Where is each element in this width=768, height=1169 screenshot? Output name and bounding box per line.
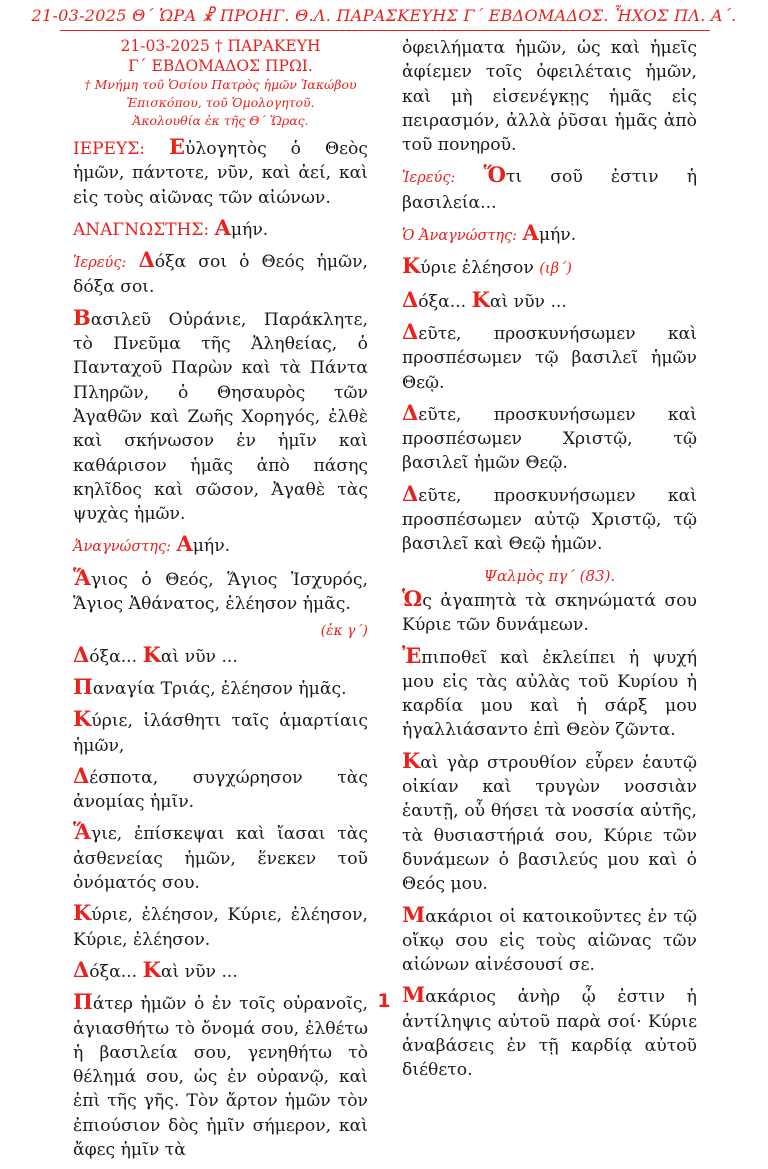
paragraph [73,821,368,895]
paragraph [73,991,368,1162]
paragraph-text: αὶ νῦν ... [489,291,567,312]
paragraph [73,249,368,300]
speaker-label: Ἱερεύς: [402,170,456,187]
drop-capital: Δ [73,762,90,788]
drop-capital: Κ [73,900,92,926]
speaker-label: ΙΕΡΕΥΣ: [73,139,145,159]
paragraph-text: μήν. [538,225,577,246]
paragraph [73,708,368,758]
speaker-label: Ἀναγνώστης: [73,539,171,556]
paragraph [73,902,368,952]
drop-capital: Α [176,531,193,557]
paragraph [402,480,697,557]
repeat-note: (ἐκ γ΄) [320,623,368,640]
paragraph [402,318,697,395]
paragraph-text: όξα... [89,961,138,982]
paragraph-text: αὶ νῦν ... [160,646,238,667]
paragraph [402,585,697,638]
paragraph-text: εῦτε, προσκυνήσωμεν καὶ προσπέσωμεν Χριστῷ, τῷ βασιλεῖ ἡμῶν Θεῷ. [402,404,697,474]
paragraph-text: όξα σοι ὁ Θεός ἡμῶν, δόξα σοι. [73,252,369,298]
drop-capital: Κ [402,253,421,279]
title-block [73,36,368,130]
speaker-label: Ὁ Ἀναγνώστης: [402,228,518,245]
drop-capital: Β [73,304,91,330]
drop-capital: Ὅ [483,162,506,188]
header-rule [60,30,710,31]
page-header: 21-03-2025 Θ΄ ὩΡΑ ☧ ΠΡΟΗΓ. Θ.Λ. ΠΑΡΑΣΚΕΥΗΣ Γ΄ ΕΒΔΟΜΑΔΟΣ. ἮΧΟΣ ΠΛ. Α΄. [31,6,737,25]
paragraph-text: ς ἀγαπητὰ τὰ σκηνώματά σου Κύριε τῶν δυνάμεων. [402,590,697,636]
paragraph [73,762,368,815]
drop-capital: Ὡ [402,585,423,611]
paragraph-text: τι σοῦ ἐστιν ἡ βασιλεία... [402,167,697,213]
drop-capital: Κ [73,706,92,732]
title-line-5: Ἀκολουθία ἐκ τῆς Θ΄ Ὥρας. [132,113,309,128]
page-number: 1 [377,990,391,1012]
paragraph [402,222,697,248]
drop-capital: Κ [142,956,161,982]
paragraph [402,36,697,157]
drop-capital: Δ [73,641,90,667]
drop-capital: Κ [471,286,490,312]
psalm-heading: Ψαλμὸς πγ΄ (83). [483,566,616,585]
paragraph [73,564,368,617]
paragraph-text: αναγία Τριάς, ἐλέησον ἡμᾶς. [92,678,347,699]
speaker-label: Ἱερεύς: [73,255,127,272]
paragraph-text: αὶ γὰρ στρουθίον εὗρεν ἑαυτῷ οἰκίαν καὶ τρυγὼν νοσσιὰν ἑαυτῇ, οὗ θήσει τὰ νοσσία αὐτῆς, τὰ θυσιαστήριά σου, Κύριε τῶν δυνάμεων ὁ βασιλεύς μου καὶ ὁ Θεός μου. [402,752,697,895]
paragraph-text: ακάριος ἀνὴρ ᾧ ἐστιν ἡ ἀντίληψις αὐτοῦ παρὰ σοί· Κύριε ἀναβάσεις ἐν τῇ καρδίᾳ αὐτοῦ διέθετο. [402,987,697,1081]
paragraph-text: όξα... [89,646,138,667]
paragraph-text: ύριε, ἐλέησον, Κύριε, ἐλέησον, Κύριε, ἐλέησον. [73,905,368,950]
paragraph [73,956,368,984]
paragraph-text: πιποθεῖ καὶ ἐκλείπει ἡ ψυχή μου εἰς τὰς αὐλὰς τοῦ Κυρίου ἡ καρδία μου καὶ ἡ σάρξ μου ἠγαλλιάσαντο ἐπὶ Θεὸν ζῶντα. [402,647,697,741]
speaker-label: ΑΝΑΓΝΩΣΤΗΣ: [73,219,210,240]
paragraph [73,533,368,559]
drop-capital: Ε [168,134,185,159]
drop-capital: Δ [402,318,419,344]
paragraph [402,747,697,897]
drop-capital: Δ [402,399,419,425]
drop-capital: Ἅ [73,564,91,590]
title-line-4: Ἐπισκόπου, τοῦ Ὁμολογητοῦ. [126,95,315,110]
paragraph-text: γιε, ἐπίσκεψαι καὶ ἴασαι τὰς ἀσθενείας ἡμῶν, ἕνεκεν τοῦ ὀνόματός σου. [73,824,368,894]
paragraph-text: μήν. [230,219,269,240]
drop-capital: Ἅ [73,819,91,845]
drop-capital: Π [73,989,93,1015]
paragraph-text: άτερ ἡμῶν ὁ ἐν τοῖς οὐρανοῖς, ἁγιασθήτω τὸ ὄνομά σου, ἐλθέτω ἡ βασιλεία σου, γενηθήτω τὸ θέλημά σου, ὡς ἐν οὐρανῷ, καὶ ἐπὶ τῆς γῆς. Τὸν ἄρτον ἡμῶν τὸν ἐπιούσιον δὸς ἡμῖν σήμερον, καὶ ἄφες ἡμῖν τὰ [73,994,368,1160]
drop-capital: Ἐ [402,642,422,668]
paragraph [402,255,697,281]
paragraph-text: ασιλεῦ Οὐράνιε, Παράκλητε, τὸ Πνεῦμα τῆς Ἀληθείας, ὁ Πανταχοῦ Παρὼν καὶ τὰ Πάντα Πληρῶν, ὁ Θησαυρὸς τῶν Ἀγαθῶν καὶ Ζωῆς Χορηγός, ἐλθὲ καὶ σκήνωσον ἐν ἡμῖν καὶ καθάρισον ἡμᾶς ἀπὸ πάσης κηλῖδος καὶ σῶσον, Ἀγαθὲ τὰς ψυχὰς ἡμῶν. [73,309,368,525]
paragraph [73,214,368,242]
title-line-3: † Μνήμη τοῦ Ὁσίου Πατρὸς ἡμῶν Ἰακώβου [84,77,357,92]
paragraph-text: ύριε ἐλέησον [420,258,534,279]
paragraph-text: ύριε, ἱλάσθητι ταῖς ἁμαρτίαις ἡμῶν, [73,711,368,756]
paragraph-text: ὐλογητὸς ὁ Θεὸς ἡμῶν, πάντοτε, νῦν, καὶ ἀεί, καὶ εἰς τοὺς αἰῶνας τῶν αἰώνων. [73,139,368,208]
drop-capital: Δ [402,286,419,312]
drop-capital: Α [522,220,539,246]
paragraph-text: όξα... [418,291,467,312]
repeat-note: (ιβ΄) [539,261,572,278]
title-line-1: 21-03-2025 † ΠΑΡΑΚΕΥΗ [120,37,321,55]
paragraph [73,673,368,701]
paragraph-text: μήν. [192,536,231,557]
paragraph-text: γιος ὁ Θεός, Ἅγιος Ἰσχυρός, Ἅγιος Ἀθάνατος, ἐλέησον ἡμᾶς. [73,569,368,615]
paragraph [73,304,368,527]
paragraph-text: ὀφειλήματα ἡμῶν, ὡς καὶ ἡμεῖς ἀφίεμεν τοῖς ὀφειλέταις ἡμῶν, καὶ μὴ εἰσενέγκῃς ἡμᾶς εἰς πειρασμόν, ἀλλὰ ῥῦσαι ἡμᾶς ἀπὸ τοῦ πονηροῦ. [402,38,697,156]
paragraph [402,399,697,476]
drop-capital: Δ [138,247,155,273]
drop-capital: Κ [402,747,421,773]
drop-capital: Δ [402,480,419,506]
paragraph [73,136,368,210]
paragraph-text: αὶ νῦν ... [160,961,238,982]
drop-capital: Π [73,673,93,699]
drop-capital: Κ [142,641,161,667]
drop-capital: Μ [402,982,426,1008]
paragraph [402,164,697,215]
paragraph-text: ακάριοι οἱ κατοικοῦντες ἐν τῷ οἴκῳ σου εἰς τοὺς αἰῶνας τῶν αἰώνων αἰνέσουσί σε. [402,906,697,976]
drop-capital: Δ [73,956,90,982]
paragraph [402,286,697,314]
paragraph-text: έσποτα, συγχώρησον τὰς ἀνομίας ἡμῖν. [73,767,368,813]
paragraph [73,641,368,669]
drop-capital: Μ [402,901,426,927]
drop-capital: Α [214,214,231,240]
right-column [402,36,697,1090]
paragraph-text: εῦτε, προσκυνήσωμεν καὶ προσπέσωμεν τῷ βασιλεῖ ἡμῶν Θεῷ. [402,323,697,393]
paragraph [402,642,697,743]
paragraph-text: εῦτε, προσκυνήσωμεν καὶ προσπέσωμεν αὐτῷ Χριστῷ, τῷ βασιλεῖ καὶ Θεῷ ἡμῶν. [402,485,697,555]
title-line-2: Γ΄ ΕΒΔΟΜΑΔΟΣ ΠΡΩΙ. [128,57,313,75]
paragraph [402,901,697,978]
